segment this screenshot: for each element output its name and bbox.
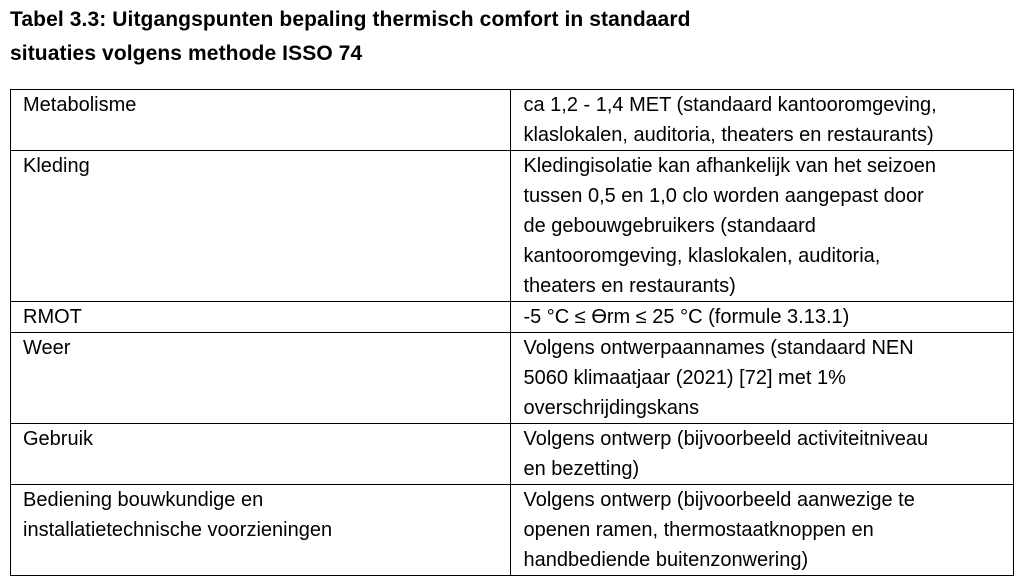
table-row-bediening bbox=[11, 485, 1014, 576]
row-value-line: overschrijdingskans bbox=[523, 397, 700, 419]
row-value-line: -5 °C ≤ Ɵrm ≤ 25 °C (formule 3.13.1) bbox=[523, 306, 850, 328]
row-label: installatietechnische voorzieningen bbox=[23, 519, 333, 541]
row-value-line: de gebouwgebruikers (standaard bbox=[523, 215, 816, 237]
table-caption bbox=[10, 3, 990, 71]
row-label: RMOT bbox=[23, 306, 82, 328]
row-label: Metabolisme bbox=[23, 94, 137, 116]
row-value-line: handbediende buitenzonwering) bbox=[523, 549, 809, 571]
table-caption-line-1: Tabel 3.3: Uitgangspunten bepaling thermisch comfort in standaard bbox=[10, 8, 691, 31]
row-value-line: theaters en restaurants) bbox=[523, 275, 736, 297]
row-value-cell bbox=[511, 302, 1014, 333]
row-value-line: openen ramen, thermostaatknoppen en bbox=[523, 519, 874, 541]
row-value-line: Volgens ontwerp (bijvoorbeeld aanwezige te bbox=[523, 489, 915, 511]
row-value-cell bbox=[511, 90, 1014, 151]
row-value-cell bbox=[511, 424, 1014, 485]
row-value-line: Volgens ontwerp (bijvoorbeeld activiteitniveau bbox=[523, 428, 929, 450]
table-row-rmot bbox=[11, 302, 1014, 333]
row-label-cell bbox=[11, 151, 511, 302]
row-value-cell bbox=[511, 485, 1014, 576]
row-label-cell bbox=[11, 333, 511, 424]
row-label: Weer bbox=[23, 337, 71, 359]
row-value-line: en bezetting) bbox=[523, 458, 640, 480]
row-label: Gebruik bbox=[23, 428, 94, 450]
table-row-weer bbox=[11, 333, 1014, 424]
row-value-line: Kledingisolatie kan afhankelijk van het seizoen bbox=[523, 155, 936, 177]
row-label-cell bbox=[11, 424, 511, 485]
table-caption-line-2: situaties volgens methode ISSO 74 bbox=[10, 42, 363, 65]
row-label: Kleding bbox=[23, 155, 90, 177]
row-value-line: Volgens ontwerpaannames (standaard NEN bbox=[523, 337, 914, 359]
table-body bbox=[11, 90, 1014, 576]
row-value-line: ca 1,2 - 1,4 MET (standaard kantooromgeving, bbox=[523, 94, 937, 116]
row-label-cell bbox=[11, 90, 511, 151]
table-row-metabolisme bbox=[11, 90, 1014, 151]
row-label-cell bbox=[11, 302, 511, 333]
row-label: Bediening bouwkundige en bbox=[23, 489, 264, 511]
table-row-kleding bbox=[11, 151, 1014, 302]
row-value-line: klaslokalen, auditoria, theaters en restaurants) bbox=[523, 124, 934, 146]
row-value-cell bbox=[511, 333, 1014, 424]
row-value-cell bbox=[511, 151, 1014, 302]
row-value-line: 5060 klimaatjaar (2021) [72] met 1% bbox=[523, 367, 846, 389]
comfort-parameters-table bbox=[10, 89, 1014, 576]
row-label-cell bbox=[11, 485, 511, 576]
table-row-gebruik bbox=[11, 424, 1014, 485]
row-value-line: tussen 0,5 en 1,0 clo worden aangepast door bbox=[523, 185, 924, 207]
row-value-line: kantooromgeving, klaslokalen, auditoria, bbox=[523, 245, 881, 267]
